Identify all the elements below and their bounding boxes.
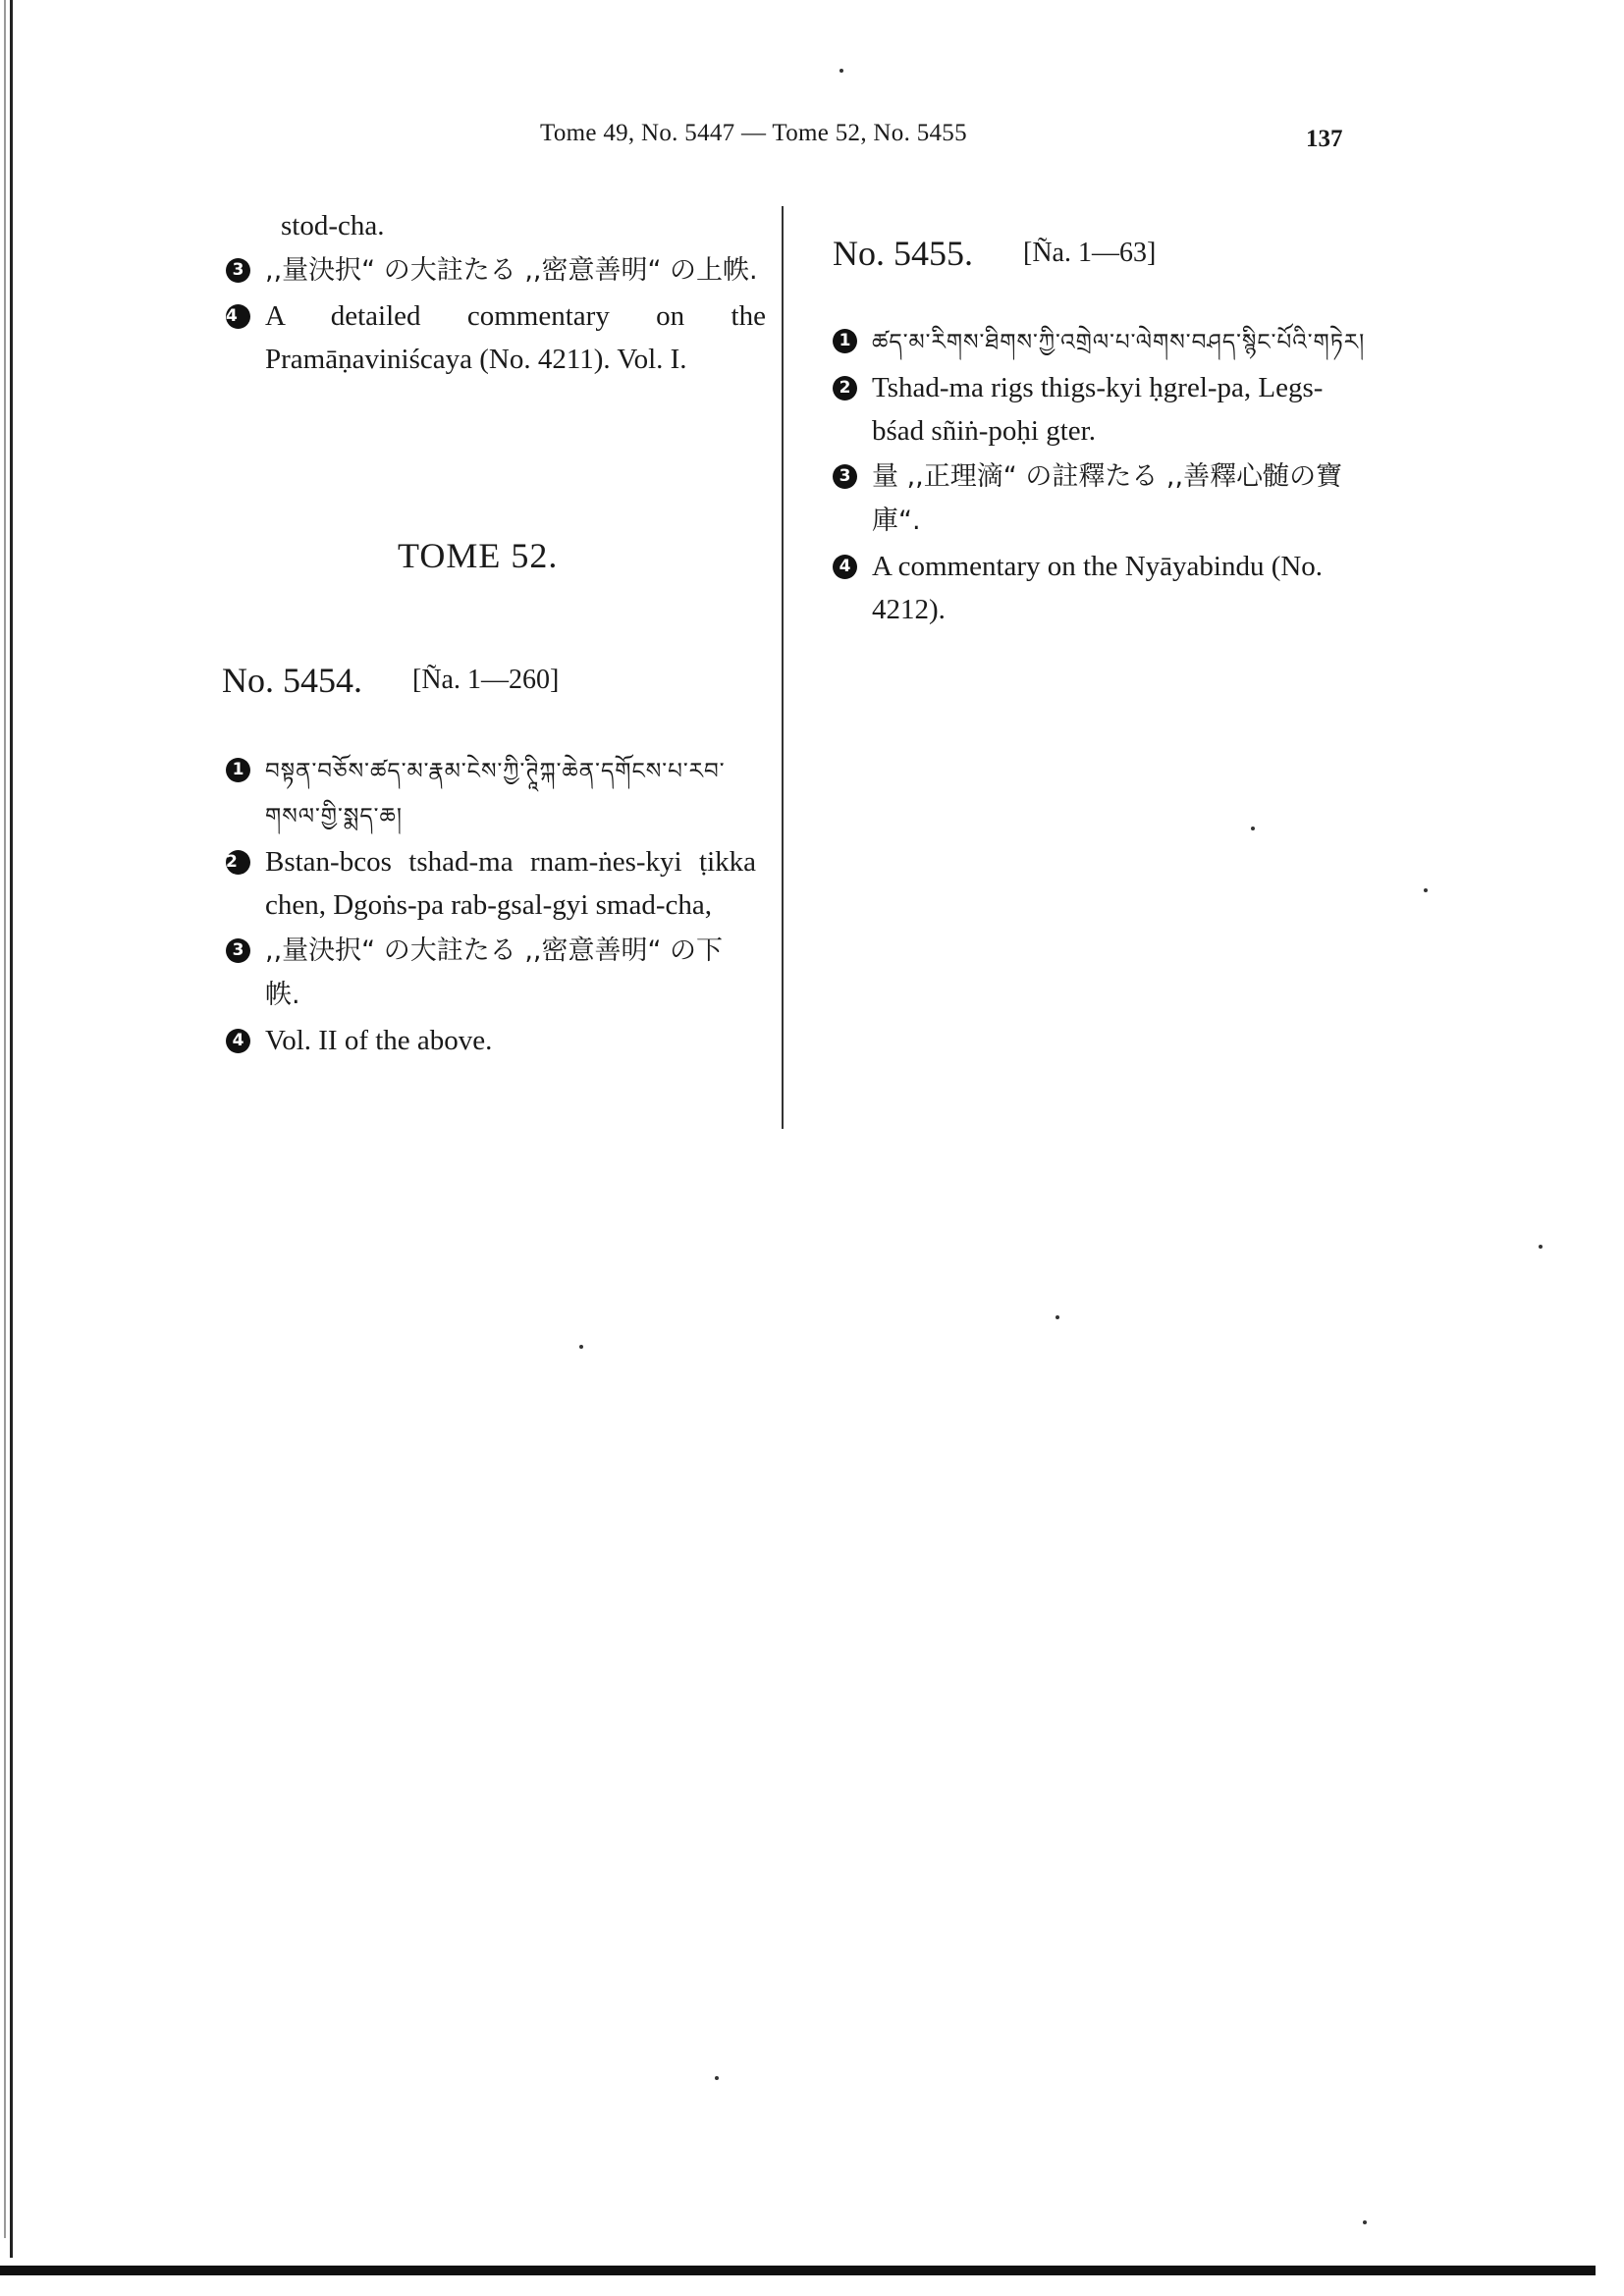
circled-number-3-icon: 3	[226, 938, 250, 963]
english-description: Vol. II of the above.	[265, 1025, 493, 1056]
tome-heading: TOME 52.	[398, 536, 559, 575]
english-description: A commentary on the Nyāyabindu (No. 4212).	[872, 551, 1324, 625]
transliteration: Bstan-bcos tshad-ma rnam-ṅes-kyi ṭikka chen, Dgoṅs-pa rab-gsal-gyi smad-cha,	[265, 846, 756, 921]
japanese-title: ,,量決択“ の大註たる ,,密意善明“ の下帙.	[265, 935, 724, 1010]
scan-speck	[579, 1345, 583, 1349]
entry-number: No. 5455.	[833, 234, 973, 273]
list-item-english	[226, 294, 766, 381]
list-item-japanese	[226, 248, 766, 293]
scan-speck	[1539, 1245, 1543, 1249]
list-item-japanese	[226, 929, 756, 1017]
entry-range: [Ña. 1—63]	[1023, 238, 1157, 268]
column-divider	[782, 206, 784, 1129]
scan-speck	[1363, 2220, 1367, 2224]
circled-number-4-icon: 4	[226, 1029, 250, 1053]
tibetan-title: བསྟན་བཅོས་ཚད་མ་རྣམ་ངེས་ཀྱི་ཊཱིཀྐ་ཆེན་དགོངས་པ་རབ་གསལ་གྱི་སྨད་ཆ།	[265, 759, 726, 829]
circled-number-3-icon: 3	[226, 258, 250, 283]
running-header: Tome 49, No. 5447 — Tome 52, No. 5455	[540, 120, 967, 146]
japanese-title: 量 ,,正理滴“ の註釋たる ,,善釋心髄の寶庫“.	[872, 461, 1343, 536]
scan-speck	[1251, 827, 1255, 830]
english-description: A detailed commentary on the Pramāṇaviniścaya (No. 4211). Vol. I.	[265, 300, 766, 375]
entry-heading	[833, 233, 1156, 274]
scan-speck	[1056, 1315, 1059, 1319]
list-item-transliteration	[833, 366, 1371, 453]
tibetan-title: ཚད་མ་རིགས་ཐིགས་ཀྱི་འགྲེལ་པ་ལེགས་བཤད་སྙིང་པོའི་གཏེར།	[872, 330, 1366, 355]
entry-number: No. 5454.	[222, 661, 362, 700]
list-item-transliteration	[226, 840, 756, 927]
circled-number-1-icon: 1	[833, 329, 857, 353]
page-number: 137	[1306, 126, 1343, 152]
list-item-tibetan	[226, 748, 756, 838]
scan-edge-shadow	[4, 0, 6, 2238]
continuation-line: stod-cha.	[281, 210, 385, 241]
entry-range: [Ña. 1—260]	[412, 665, 560, 695]
circled-number-4-icon: 4	[226, 304, 250, 329]
circled-number-4-icon: 4	[833, 555, 857, 579]
left-column-continuation	[226, 204, 766, 383]
scan-speck	[1424, 888, 1428, 892]
circled-number-1-icon: 1	[226, 758, 250, 782]
list-item-english	[226, 1019, 756, 1062]
list-item-english	[833, 545, 1371, 631]
left-column-entry	[226, 748, 756, 1064]
right-column-entry	[833, 319, 1371, 633]
scan-speck	[715, 2076, 719, 2080]
japanese-title: ,,量決択“ の大註たる ,,密意善明“ の上帙.	[265, 255, 758, 286]
list-item-japanese	[833, 454, 1371, 543]
scan-bottom-edge	[0, 2266, 1596, 2275]
transliteration: Tshad-ma rigs thigs-kyi ḥgrel-pa, Legs-bśad sñiṅ-poḥi gter.	[872, 372, 1324, 447]
scan-speck	[839, 69, 843, 73]
scan-left-edge	[10, 0, 13, 2258]
circled-number-2-icon: 2	[833, 376, 857, 400]
list-item-tibetan	[833, 319, 1371, 364]
circled-number-3-icon: 3	[833, 464, 857, 489]
entry-heading	[222, 660, 559, 701]
circled-number-2-icon: 2	[226, 850, 250, 875]
